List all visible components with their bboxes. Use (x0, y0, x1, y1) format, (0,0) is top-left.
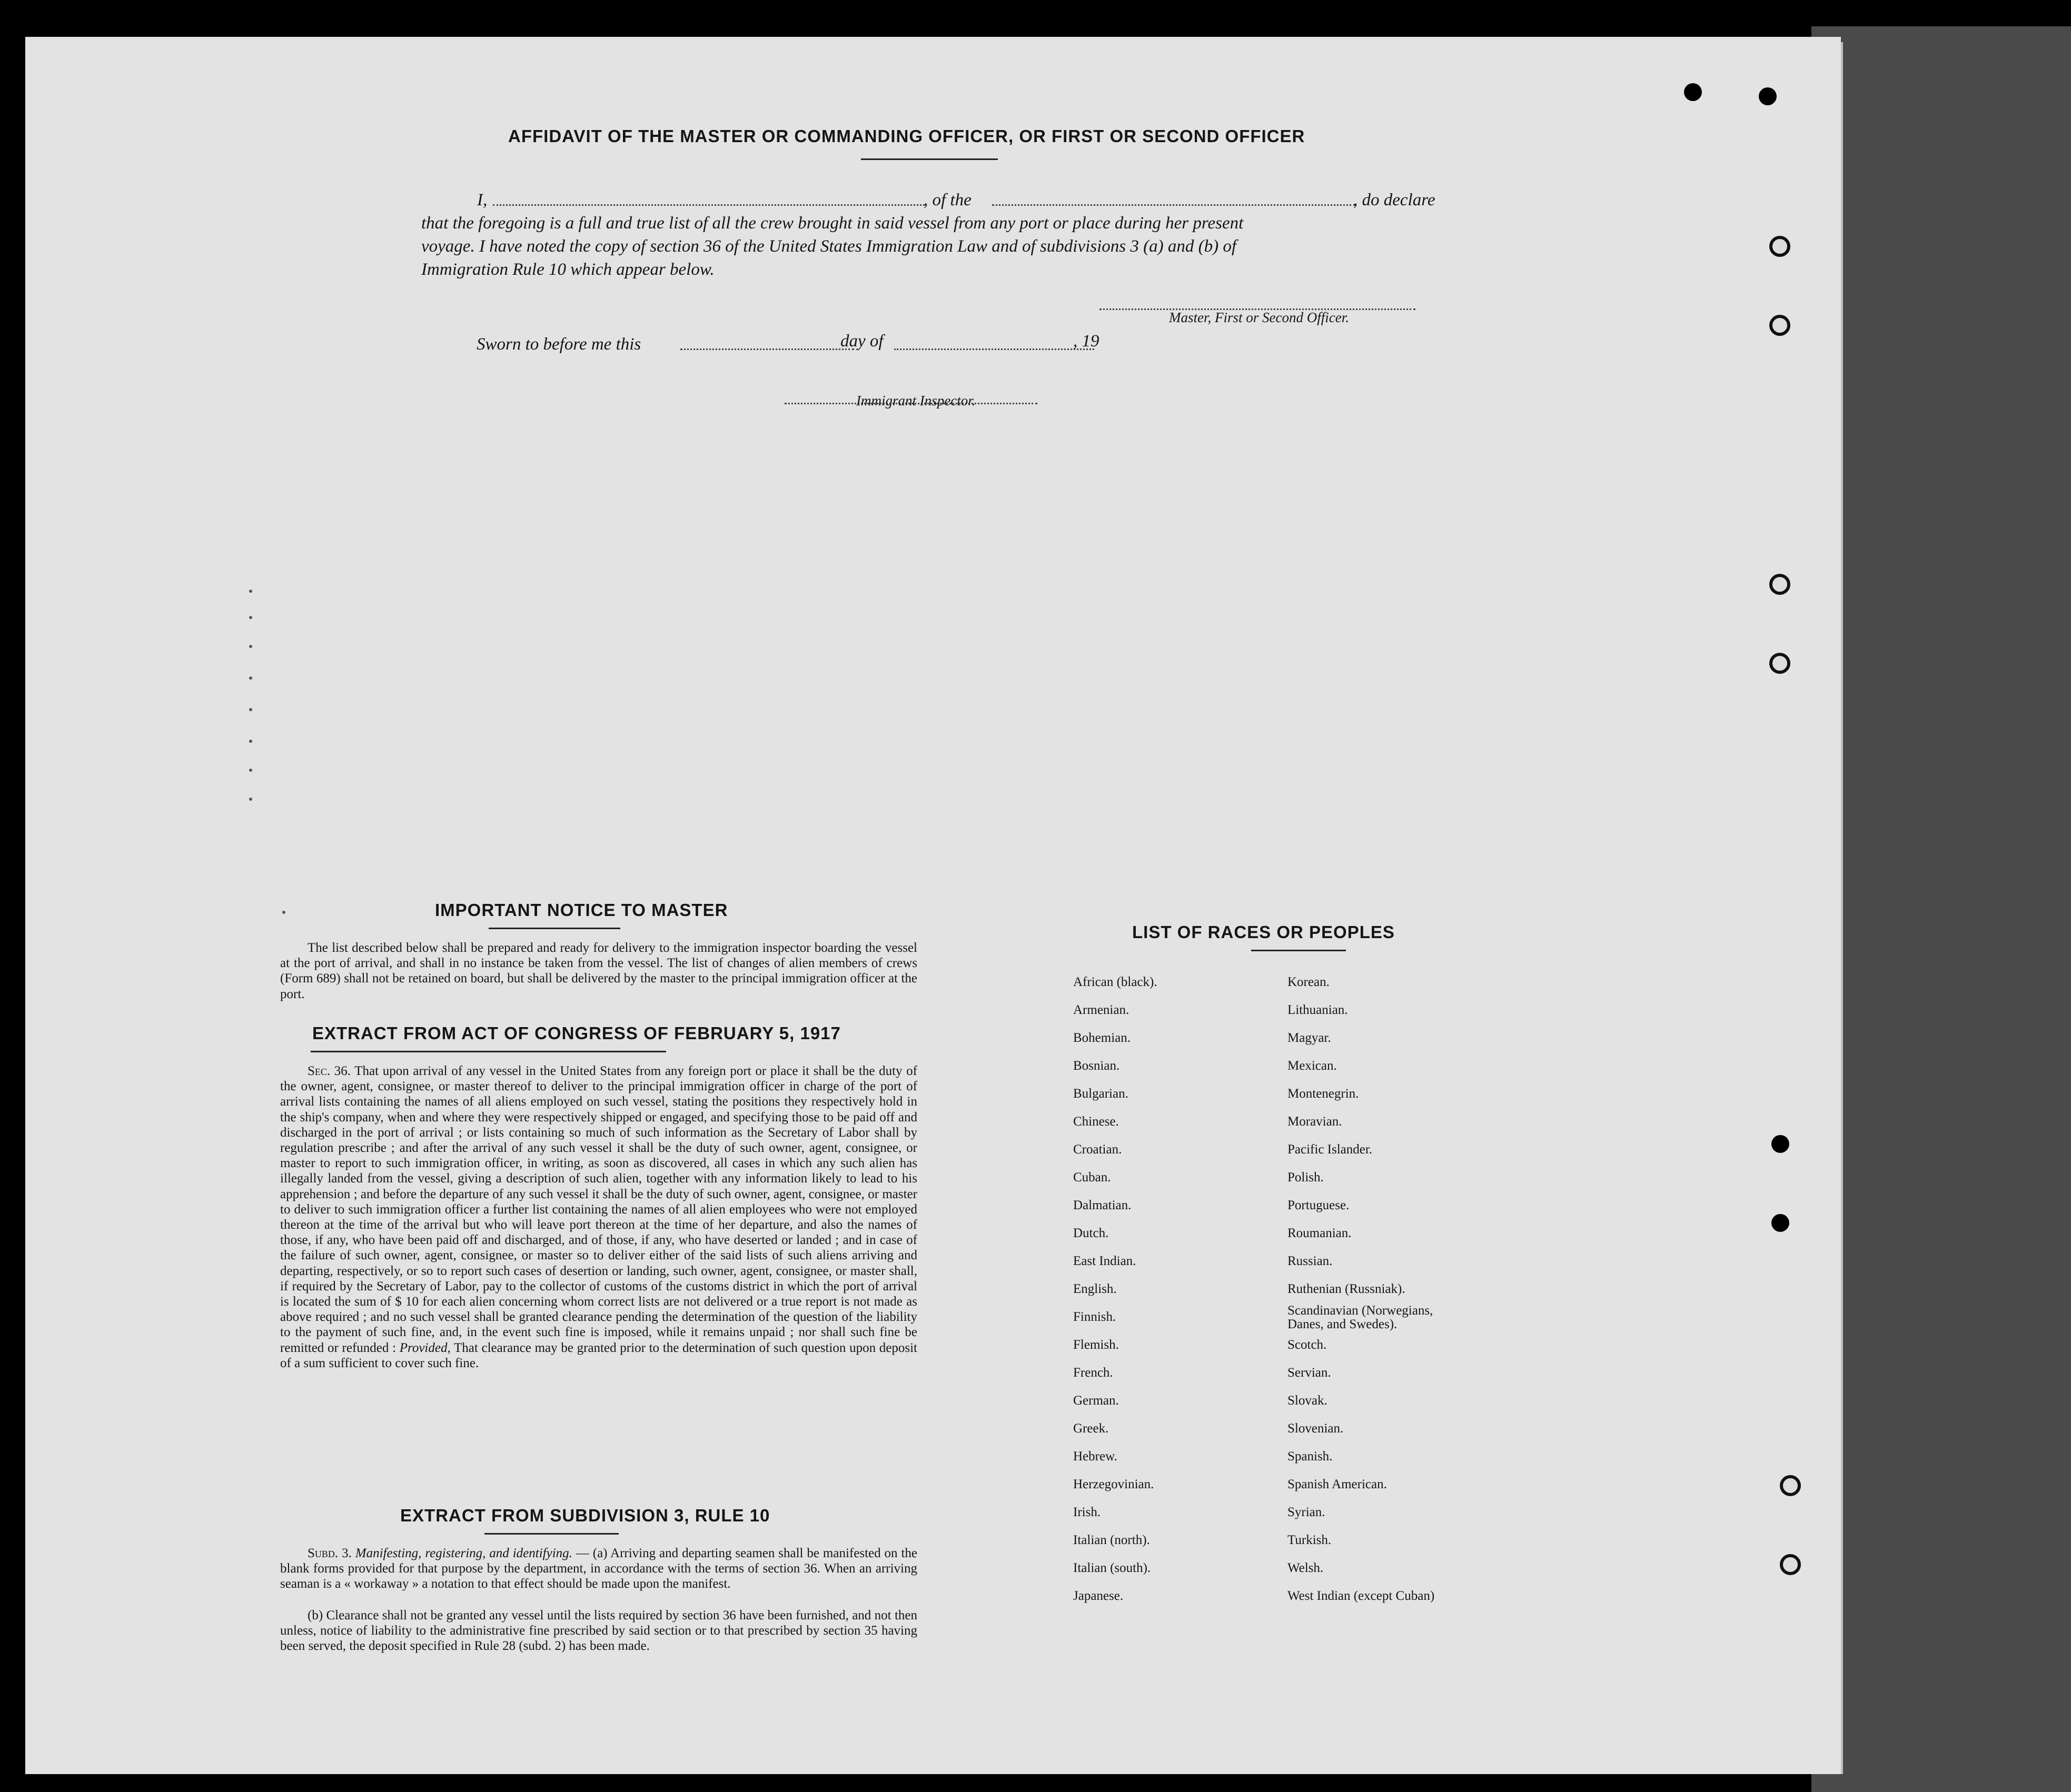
race-item: West Indian (except Cuban) (1287, 1589, 1435, 1603)
provided-word: Provided, (399, 1340, 451, 1355)
affidavit-line-4: Immigration Rule 10 which appear below. (421, 260, 715, 279)
race-item: Moravian. (1287, 1114, 1342, 1129)
race-item: Ruthenian (Russniak). (1287, 1282, 1405, 1296)
race-item: Turkish. (1287, 1533, 1332, 1547)
affidavit-line-3: voyage. I have noted the copy of section 36 of the United States Immigration Law and of subdivisions 3 (a) and (b) of (421, 237, 1237, 256)
sworn-day-line (680, 349, 854, 350)
race-item: Bosnian. (1073, 1059, 1120, 1073)
extract-act-title: EXTRACT FROM ACT OF CONGRESS OF FEBRUARY 5, 1917 (312, 1023, 841, 1043)
race-item: Welsh. (1287, 1561, 1324, 1575)
affidavit-of-the: , of the (924, 191, 972, 210)
race-item: Portuguese. (1287, 1198, 1350, 1212)
margin-dot (249, 740, 252, 743)
race-item: Flemish. (1073, 1338, 1119, 1352)
race-item: Cuban. (1073, 1170, 1111, 1184)
race-item: Dalmatian. (1073, 1198, 1132, 1212)
subd-para-a: — (a) Arriving and departing seamen shall be manifested on the blank forms provided for that purpose by the department, in accordance with the terms of section 36. When an arriving seaman is a « workaway » a notation to that effect should be made upon the manifest. (280, 1546, 917, 1591)
sworn-prefix: Sworn to before me this (477, 335, 641, 354)
extract-rule-underline (484, 1533, 619, 1535)
extract-act-underline (311, 1051, 666, 1052)
margin-dot (249, 769, 252, 772)
notice-body: The list described below shall be prepared and ready for delivery to the immigration inspector boarding the vessel at the port of arrival, and shall in no instance be taken from the vessel. The list of changes of alien members of crews (Form 689) shall not be retained on board, but shall be delivered by the master to the principal immigration officer at the port. (280, 941, 917, 1001)
margin-dot (249, 645, 252, 648)
race-item: Finnish. (1073, 1310, 1116, 1324)
race-item: French. (1073, 1366, 1113, 1380)
race-item: Spanish. (1287, 1449, 1333, 1464)
scan-background (1811, 26, 2071, 1792)
punch-mark (1684, 83, 1702, 101)
margin-dot (249, 676, 252, 680)
race-item: Croatian. (1073, 1142, 1122, 1157)
race-item: Roumanian. (1287, 1226, 1352, 1240)
race-item: Bulgarian. (1073, 1087, 1128, 1101)
race-item: Polish. (1287, 1170, 1324, 1184)
race-item: Greek. (1073, 1421, 1109, 1436)
section-label: Sec. 36. (308, 1064, 351, 1078)
punch-mark (1759, 87, 1777, 105)
master-signature-label: Master, First or Second Officer. (1169, 310, 1349, 325)
extract-rule-para-b: (b) Clearance shall not be granted any vessel until the lists required by section 36 have been furnished, and not then unless, notice of liability to the administrative fine prescribed by said section or to that prescribed by section 35 having been served, the deposit specified in Rule 28 (subd. 2) has been made. (280, 1608, 917, 1654)
subd-heading: Manifesting, registering, and identifying. (355, 1546, 572, 1560)
affidavit-do-declare: , do declare (1353, 191, 1435, 210)
margin-dot (282, 911, 285, 914)
race-item: Magyar. (1287, 1031, 1331, 1045)
document-page (25, 37, 1841, 1774)
margin-dot (249, 616, 252, 619)
extract-act-body (280, 1063, 917, 1371)
extract-rule-title: EXTRACT FROM SUBDIVISION 3, RULE 10 (400, 1506, 770, 1525)
race-item: Hebrew. (1073, 1449, 1117, 1464)
race-item: Armenian. (1073, 1003, 1129, 1017)
race-item: Herzegovinian. (1073, 1477, 1154, 1491)
race-item: English. (1073, 1282, 1117, 1296)
sworn-month-line (894, 349, 1094, 350)
vessel-field-line (992, 204, 1355, 206)
sworn-day-of: day of (840, 332, 884, 351)
race-item: Korean. (1287, 975, 1330, 989)
race-item: Scotch. (1287, 1338, 1327, 1352)
race-item: Montenegrin. (1287, 1087, 1359, 1101)
binder-hole (1769, 236, 1790, 257)
binder-hole (1780, 1475, 1801, 1496)
subd-label: Subd. 3. (308, 1546, 352, 1560)
affidavit-i: I, (477, 191, 488, 210)
race-item: Italian (south). (1073, 1561, 1151, 1575)
margin-dot (249, 590, 252, 593)
binder-hole (1769, 653, 1790, 674)
race-item: Japanese. (1073, 1589, 1124, 1603)
affidavit-title: AFFIDAVIT OF THE MASTER OR COMMANDING OFFICER, OR FIRST OR SECOND OFFICER (508, 126, 1305, 146)
race-item: Slovak. (1287, 1393, 1327, 1408)
race-item: Dutch. (1073, 1226, 1109, 1240)
race-item: Slovenian. (1287, 1421, 1344, 1436)
race-item: Servian. (1287, 1366, 1331, 1380)
race-item: Chinese. (1073, 1114, 1119, 1129)
race-item: Lithuanian. (1287, 1003, 1348, 1017)
race-item: Spanish American. (1287, 1477, 1387, 1491)
notice-underline (489, 928, 620, 929)
race-item: Russian. (1287, 1254, 1333, 1268)
notice-title: IMPORTANT NOTICE TO MASTER (435, 900, 728, 920)
name-field-line (493, 204, 925, 206)
punch-mark (1771, 1135, 1789, 1153)
sworn-year: , 19 (1073, 332, 1099, 351)
races-underline (1251, 950, 1346, 951)
race-item: Scandinavian (Norwegians, Danes, and Swedes). (1287, 1303, 1433, 1331)
inspector-label: Immigrant Inspector. (856, 393, 976, 409)
binder-hole (1769, 574, 1790, 595)
race-item: Mexican. (1287, 1059, 1337, 1073)
margin-dot (249, 708, 252, 711)
race-item: African (black). (1073, 975, 1157, 989)
race-item: Italian (north). (1073, 1533, 1150, 1547)
punch-mark (1771, 1214, 1789, 1232)
race-item: Pacific Islander. (1287, 1142, 1373, 1157)
race-item: East Indian. (1073, 1254, 1136, 1268)
race-item: Syrian. (1287, 1505, 1325, 1519)
races-title: LIST OF RACES OR PEOPLES (1132, 922, 1395, 942)
race-item: Irish. (1073, 1505, 1101, 1519)
race-item: German. (1073, 1393, 1119, 1408)
binder-hole (1769, 315, 1790, 336)
section-text-end: That clearance may be granted prior to the determination of such question upon deposit of a sum sufficient to cover such fine. (280, 1340, 917, 1370)
title-underline (861, 158, 998, 160)
section-text: That upon arrival of any vessel in the United States from any foreign port or place it shall be the duty of the owner, agent, consignee, or master thereof to deliver to the principal immigration officer in charge of the port of arrival lists containing the names of all aliens employed on such vessel, stating the positions they respectively hold in the ship's company, when and where they were respectively shipped or engaged, and specifying those to be paid off and discharged in the port of arrival ; or lists containing so much of such information as the Secretary of Labor shall by regulation prescribe ; and after the arrival of any such vessel it shall be the duty of such owner, agent, consignee, or master to report to such immigration officer, in writing, as soon as discovered, all cases in which any such alien has illegally landed from the vessel, giving a description of such alien, together with any information likely to lead to his apprehension ; and before the departure of any such vessel it shall be the duty of such owner, agent, consignee, or master to deliver to such immigration officer a further list containing the names of all alien employees who were not employed thereon at the time of the arrival but who will leave port thereon at the time of her departure, and also the names of those, if any, who have been paid off and discharged, and of those, if any, who have deserted or landed ; and in case of the failure of such owner, agent, consignee, or master so to deliver either of the said lists of such aliens arriving and departing, respectively, or so to report such cases of desertion or landing, such owner, agent, consignee, or master shall, if required by the Secretary of Labor, pay to the collector of customs of the customs district in which the port of arrival is located the sum of $ 10 for each alien concerning whom correct lists are not delivered or a true report is not made as above required ; and no such vessel shall be granted clearance pending the determination of the question of the liability to the payment of such fine, and, in the event such fine is imposed, while it remains unpaid ; nor shall such fine be remitted or refunded : (280, 1064, 917, 1355)
margin-dot (249, 798, 252, 801)
affidavit-line-2: that the foregoing is a full and true list of all the crew brought in said vessel from any port or place during her present (421, 214, 1244, 233)
extract-rule-para-a (280, 1546, 917, 1592)
race-item: Bohemian. (1073, 1031, 1131, 1045)
binder-hole (1780, 1554, 1801, 1575)
